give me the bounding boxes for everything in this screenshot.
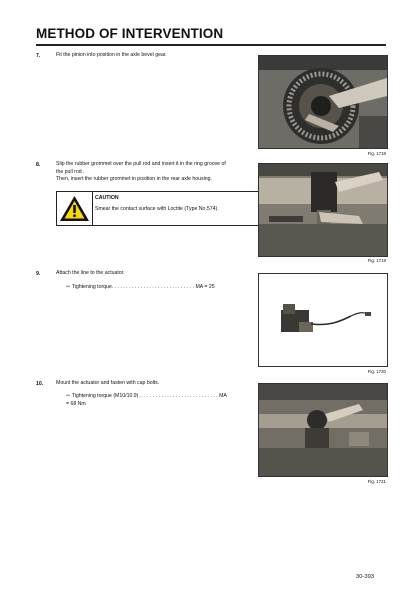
step-text: Mount the actuator and fasten with cap bolts. bbox=[56, 380, 160, 386]
photo-actuator bbox=[258, 273, 388, 367]
title-rule bbox=[36, 44, 386, 46]
caution-warning-icon bbox=[57, 192, 93, 225]
step-number: 7. bbox=[36, 53, 41, 59]
caution-body: Smear the contact surface with Loctite (Type No.574). bbox=[95, 206, 219, 212]
caution-box bbox=[56, 191, 259, 226]
figure-caption: Fig. 1719 bbox=[367, 258, 386, 263]
step-text-line: Then, insert the rubber grommet in position in the rear axle housing. bbox=[56, 176, 212, 183]
figure-caption: Fig. 1720 bbox=[367, 369, 386, 374]
step-number: 9. bbox=[36, 271, 41, 277]
step-text: Attach the line to the actuator. bbox=[56, 270, 125, 276]
step-text: Fit the pinion into position in the axle bevel gear. bbox=[56, 52, 167, 58]
step-text-line: Slip the rubber grommet over the pull rod and insert it in the ring groove of bbox=[56, 161, 226, 167]
step-subtext: ⇨ Tightening torque. . . . . . . . . . . . . . . . . . . . . . . . . . . . . MA = 25 bbox=[66, 284, 215, 290]
step-number: 8. bbox=[36, 162, 41, 168]
step-subtext bbox=[66, 393, 256, 408]
photo-pull-rod bbox=[258, 163, 388, 257]
page-number: 30-393 bbox=[356, 574, 375, 580]
figure-caption: Fig. 1718 bbox=[367, 151, 386, 156]
page-title: METHOD OF INTERVENTION bbox=[36, 26, 224, 41]
step-subtext-line: ⇨ Tightening torque (M10/10.9). . . . . . . . . . . . . . . . . . . . . . . . . . . . MA bbox=[66, 393, 227, 399]
step-number: 10. bbox=[36, 381, 44, 387]
photo-pinion bbox=[258, 55, 388, 149]
photo-mounting bbox=[258, 383, 388, 477]
step-text bbox=[56, 161, 261, 184]
step-text-line: the pull rod . bbox=[56, 168, 85, 175]
figure-caption: Fig. 1721 bbox=[367, 479, 386, 484]
caution-title: CAUTION bbox=[95, 195, 119, 201]
step-subtext-line: = 68 Nm bbox=[66, 400, 86, 407]
